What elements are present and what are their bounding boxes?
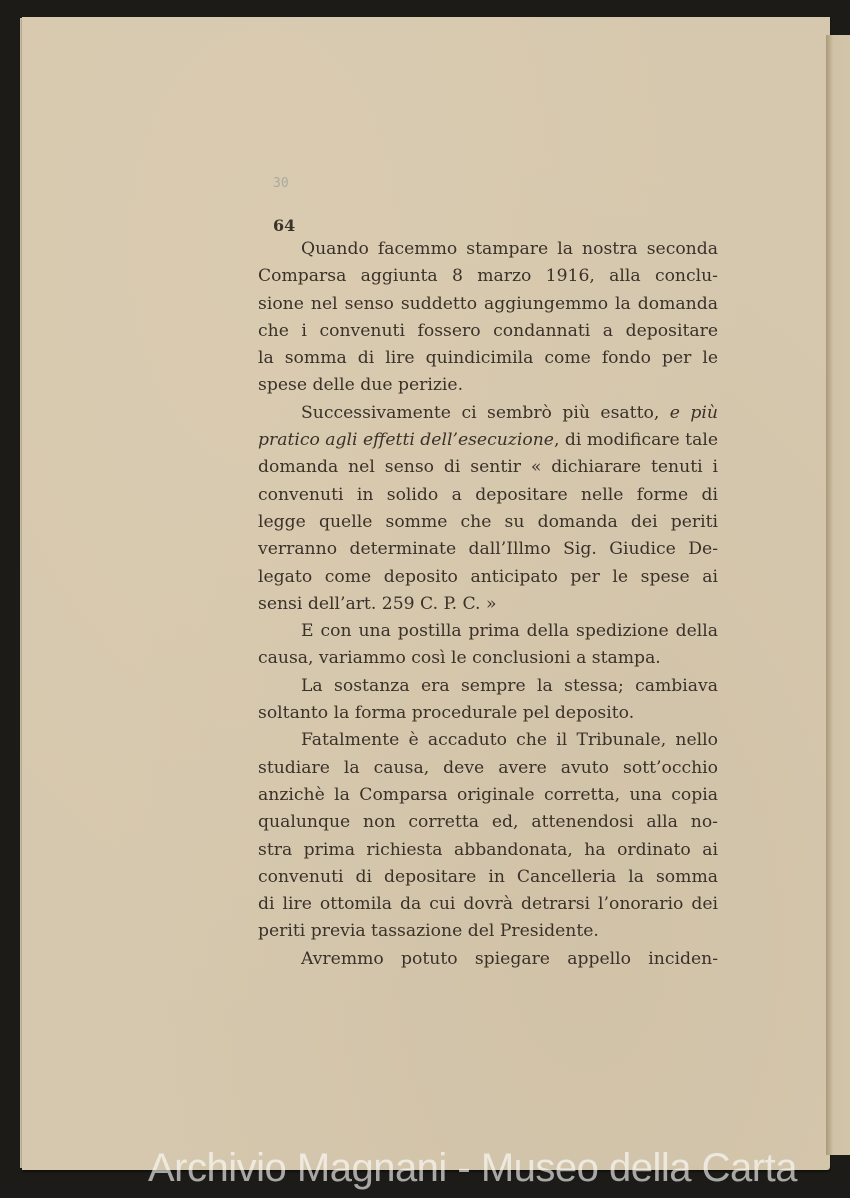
text-line <box>258 727 718 754</box>
line-text: Quando facemmo stampare la nostra seconda <box>301 239 718 259</box>
text-line <box>258 291 718 318</box>
line-text: domanda nel senso di sentir « dichiarare tenuti i <box>258 457 718 478</box>
text-line <box>258 645 718 672</box>
text-line <box>258 318 718 345</box>
line-text: E con una postilla prima della spedizione della <box>301 621 718 642</box>
line-text: di lire ottomila da cui dovrà detrarsi l’onorario dei <box>258 894 718 915</box>
text-line <box>258 591 718 618</box>
line-text: stra prima richiesta abbandonata, ha ordinato ai <box>258 839 718 860</box>
line-text: La sostanza era sempre la stessa; cambiava <box>301 675 718 696</box>
line-text: la somma di lire quindicimila come fondo per le <box>258 348 718 369</box>
line-text: verranno determinate dall’Illmo Sig. Giudice De- <box>258 539 718 560</box>
line-text: legato come deposito anticipato per le spese ai <box>258 566 718 587</box>
line-text: periti previa tassazione del Presidente. <box>258 921 599 942</box>
line-text: spese delle due perizie. <box>258 375 464 396</box>
text-line <box>258 482 718 509</box>
faint-stamp: 30 <box>273 176 289 191</box>
line-text: causa, variammo così le conclusioni a stampa. <box>258 648 661 669</box>
text-line <box>258 891 718 918</box>
italic-text: pratico agli effetti dell’esecuzione <box>258 430 554 451</box>
line-text: anzichè la Comparsa originale corretta, una copia <box>258 784 718 805</box>
line-text: legge quelle somme che su domanda dei periti <box>258 511 718 532</box>
text-line <box>258 372 718 399</box>
text-line <box>258 837 718 864</box>
line-text: convenuti in solido a depositare nelle forme di <box>258 484 718 505</box>
text-line <box>258 782 718 809</box>
text-line <box>258 236 718 263</box>
text-line <box>258 918 718 945</box>
line-text: Successivamente ci sembrò più esatto, <box>301 402 670 423</box>
text-line <box>258 509 718 536</box>
text-line <box>258 263 718 290</box>
page-number: 64 <box>273 216 296 235</box>
line-text: soltanto la forma procedurale pel deposito. <box>258 703 635 724</box>
text-line <box>258 755 718 782</box>
line-text: Fatalmente è accaduto che il Tribunale, nello <box>301 730 718 751</box>
watermark: Archivio Magnani - Museo della Carta <box>148 1146 797 1190</box>
line-text: Avremmo potuto spiegare appello inciden- <box>301 948 718 969</box>
text-line <box>258 564 718 591</box>
italic-text: e più <box>669 402 718 423</box>
text-line <box>258 673 718 700</box>
line-text: sensi dell’art. 259 C. P. C. » <box>258 593 497 614</box>
text-line <box>258 345 718 372</box>
text-line <box>258 809 718 836</box>
line-text: studiare la causa, deve avere avuto sott’occhio <box>258 757 718 778</box>
text-line <box>258 864 718 891</box>
text-line <box>258 946 718 973</box>
text-line <box>258 400 718 427</box>
line-text: sione nel senso suddetto aggiungemmo la domanda <box>258 293 718 314</box>
body-text <box>258 236 718 973</box>
text-line <box>258 700 718 727</box>
line-text: convenuti di depositare in Cancelleria la somma <box>258 866 718 887</box>
text-line <box>258 454 718 481</box>
line-text: qualunque non corretta ed, attenendosi alla no- <box>258 812 718 833</box>
line-text: che i convenuti fossero condannati a depositare <box>258 320 718 341</box>
line-text: Comparsa aggiunta 8 marzo 1916, alla conclu- <box>258 266 718 287</box>
text-line <box>258 618 718 645</box>
book-spine <box>826 35 850 1155</box>
line-text: , di modificare tale <box>553 430 718 451</box>
text-line <box>258 427 718 454</box>
text-line <box>258 536 718 563</box>
